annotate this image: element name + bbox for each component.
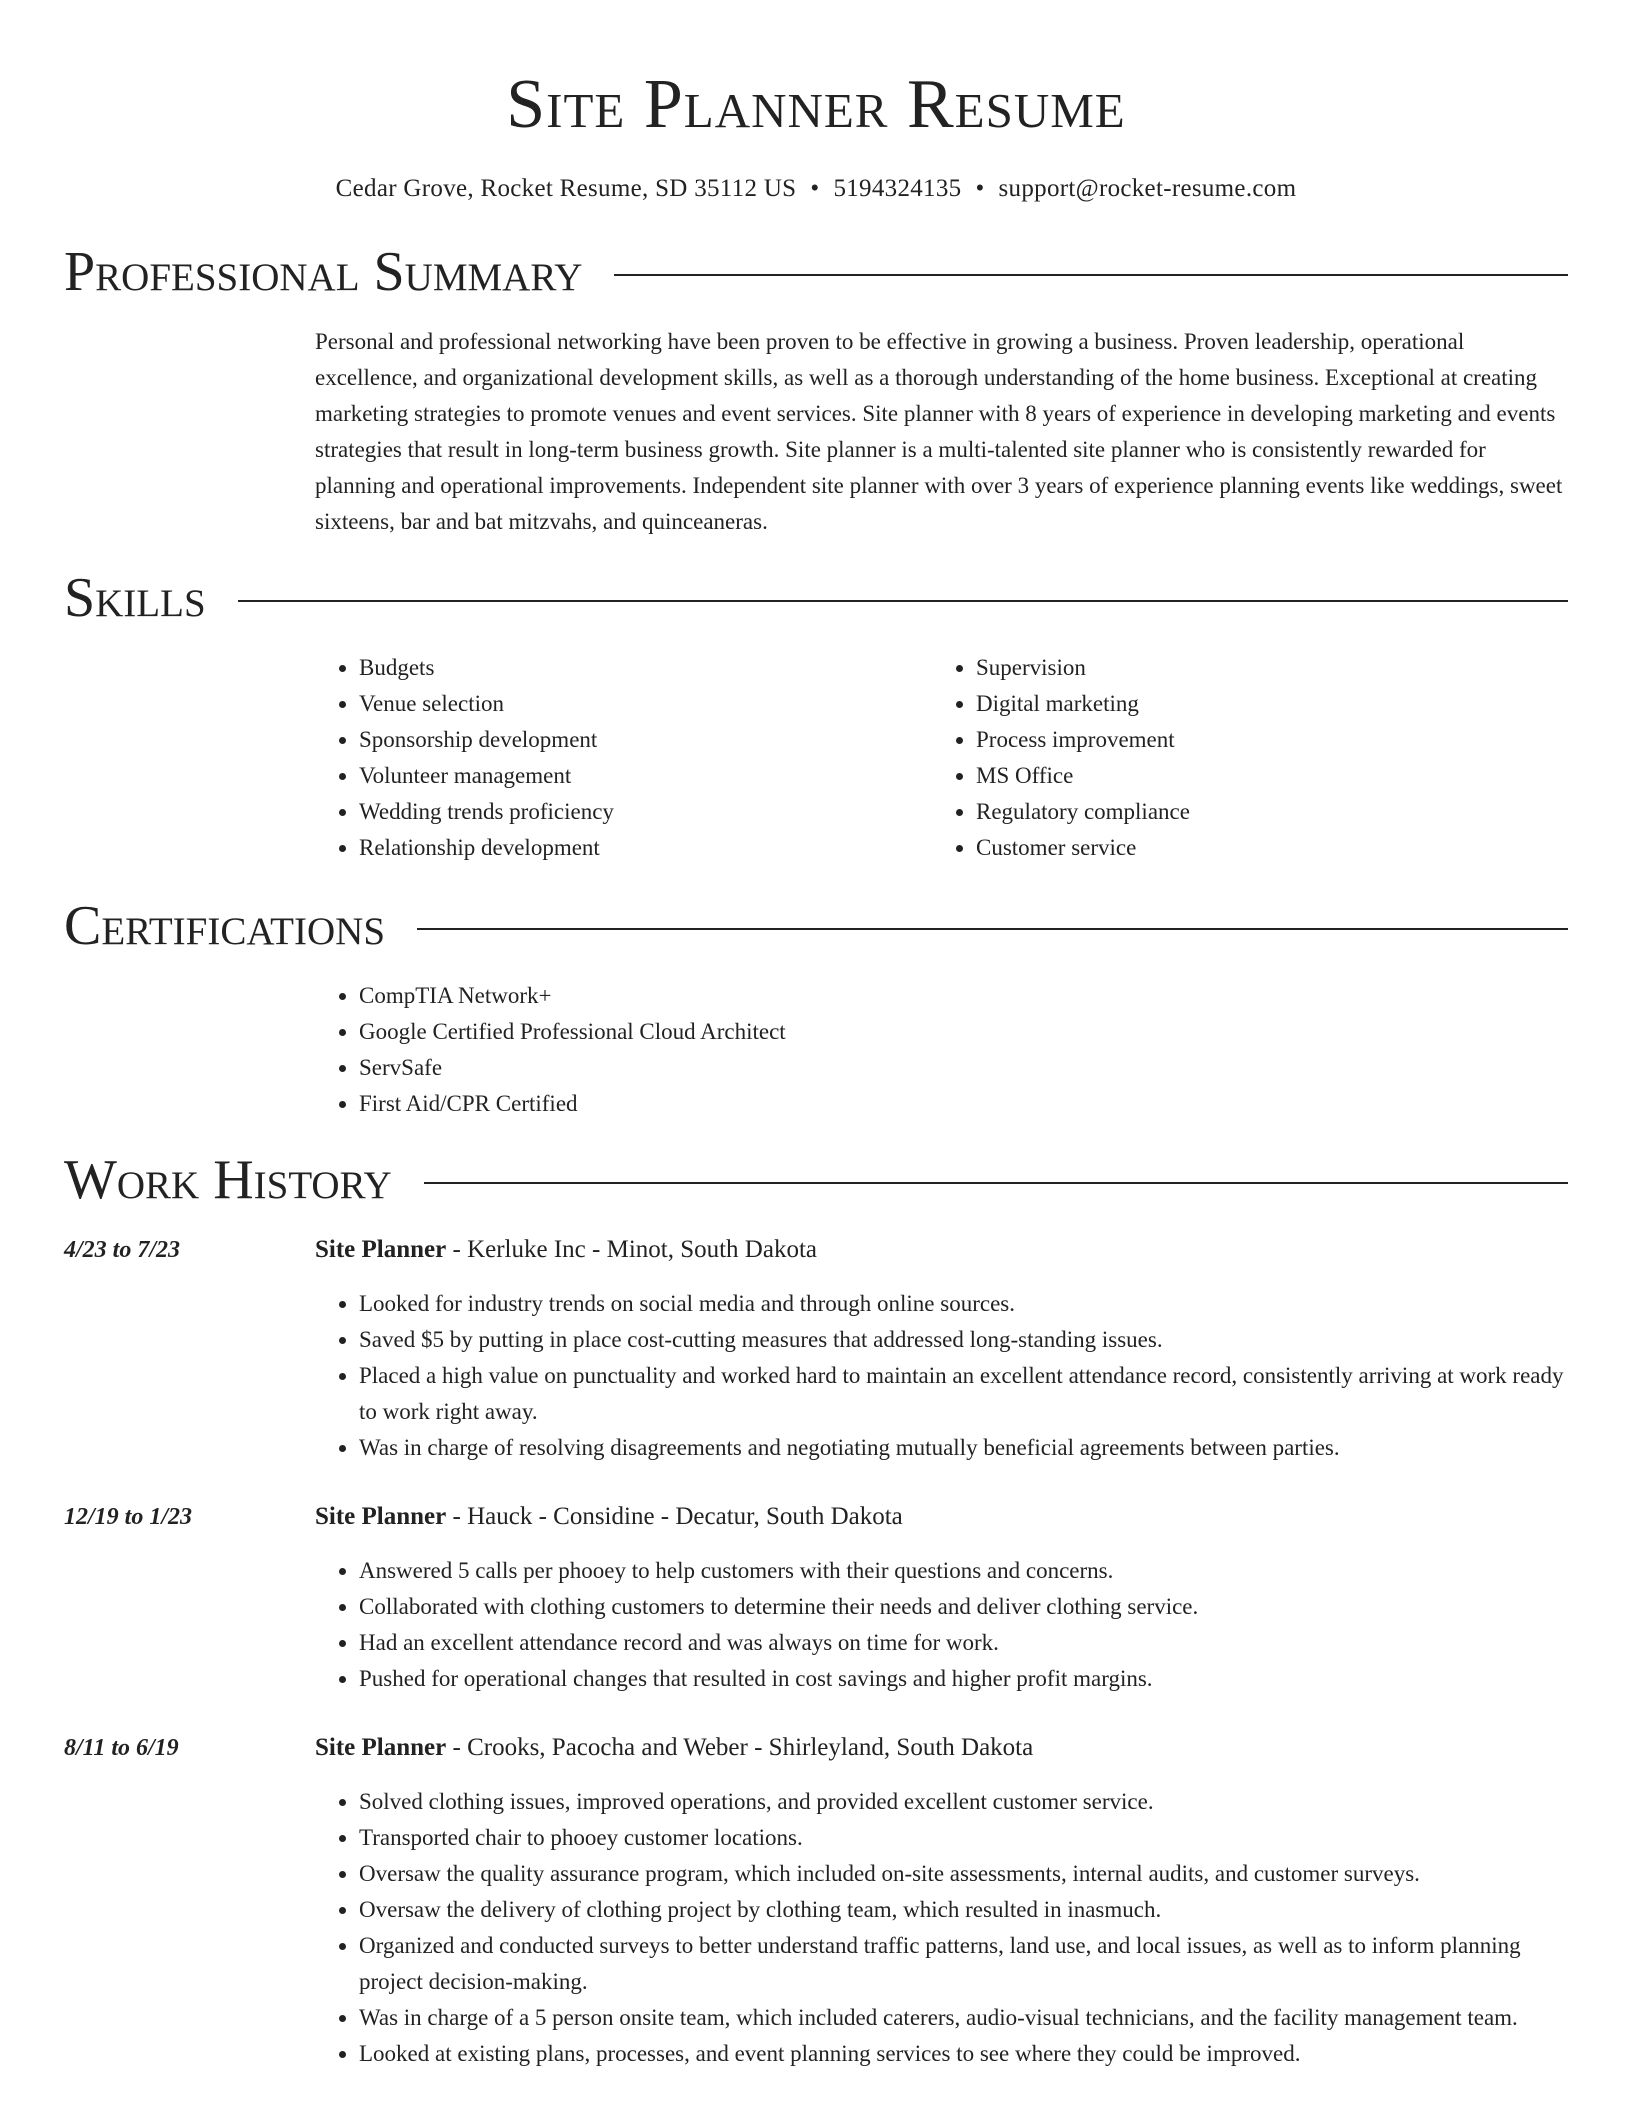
job-heading [315, 1499, 1568, 1535]
job-heading [315, 1730, 1568, 1766]
contact-line [64, 172, 1568, 206]
skills-list [315, 650, 1568, 866]
work-history-heading-text: Work History [64, 1149, 392, 1211]
summary-heading [64, 240, 1568, 304]
skill-item: • Digital marketing [976, 686, 1549, 722]
skills-column-right [932, 650, 1549, 866]
contact-address: Cedar Grove, Rocket Resume, SD 35112 US [335, 175, 797, 202]
contact-separator: • [810, 175, 820, 202]
skill-item: • Wedding trends proficiency [359, 794, 932, 830]
resume-title: Site Planner Resume [506, 66, 1126, 143]
job-bullet: • Oversaw the quality assurance program, which included on-site assessments, internal audits, and customer surveys. [359, 1856, 1568, 1892]
skill-item: • Venue selection [359, 686, 932, 722]
skill-item: • Supervision [976, 650, 1549, 686]
job-bullets [315, 1784, 1568, 2072]
summary-section [64, 240, 1568, 540]
work-history-section [64, 1148, 1568, 2072]
job-bullet: • Oversaw the delivery of clothing project by clothing team, which resulted in inasmuch. [359, 1892, 1568, 1928]
job-bullet: • Pushed for operational changes that resulted in cost savings and higher profit margins. [359, 1661, 1568, 1697]
job-bullet: • Was in charge of a 5 person onsite team, which included caterers, audio-visual technicians, and the facility management team. [359, 2000, 1568, 2036]
job-bullet: • Collaborated with clothing customers to determine their needs and deliver clothing service. [359, 1589, 1568, 1625]
section-divider [614, 274, 1568, 276]
certifications-section [64, 894, 1568, 1122]
summary-text: Personal and professional networking have been proven to be effective in growing a business. Proven leadership, operational excellence, and organizational development skills, as well as a thorough understanding of the home business. Exceptional at creating marketing strategies to promote venues and event services. Site planner with 8 years of experience in developing marketing and events strategies that result in long-term business growth. Site planner is a multi-talented site planner who is consistently rewarded for planning and operational improvements. Independent site planner with over 3 years of experience planning events like weddings, sweet sixteens, bar and bat mitzvahs, and quinceaneras. [315, 329, 1563, 534]
skills-section [64, 566, 1568, 866]
certification-item: • First Aid/CPR Certified [359, 1086, 1568, 1122]
job-bullet: • Solved clothing issues, improved operations, and provided excellent customer service. [359, 1784, 1568, 1820]
job-bullet: • Was in charge of resolving disagreements and negotiating mutually beneficial agreements between parties. [359, 1430, 1568, 1466]
certifications-heading [64, 894, 1568, 958]
job-company-location: - Kerluke Inc - Minot, South Dakota [446, 1236, 818, 1263]
job-bullet: • Had an excellent attendance record and was always on time for work. [359, 1625, 1568, 1661]
job-bullet: • Placed a high value on punctuality and worked hard to maintain an excellent attendance record, consistently arriving at work ready to work right away. [359, 1358, 1568, 1430]
job-title: Site Planner [315, 1734, 447, 1761]
skill-item: • MS Office [976, 758, 1549, 794]
certification-item: • ServSafe [359, 1050, 1568, 1086]
skills-heading-text: Skills [64, 567, 206, 629]
job-dates: 12/19 to 1/23 [64, 1504, 193, 1530]
job-title: Site Planner [315, 1236, 447, 1263]
skill-item: • Volunteer management [359, 758, 932, 794]
work-history-heading [64, 1148, 1568, 1212]
certification-item: • CompTIA Network+ [359, 978, 1568, 1014]
skill-item: • Customer service [976, 830, 1549, 866]
section-divider [417, 928, 1568, 930]
job-bullet: • Organized and conducted surveys to better understand traffic patterns, land use, and local issues, as well as to inform planning project decision-making. [359, 1928, 1568, 2000]
contact-email: support@rocket-resume.com [998, 175, 1297, 202]
job-title: Site Planner [315, 1503, 447, 1530]
skill-item: • Process improvement [976, 722, 1549, 758]
job-bullet: • Answered 5 calls per phooey to help customers with their questions and concerns. [359, 1553, 1568, 1589]
job-dates: 4/23 to 7/23 [64, 1237, 181, 1263]
job-bullets [315, 1553, 1568, 1697]
job-heading [315, 1232, 1568, 1268]
job-entry [64, 1232, 1568, 1466]
skill-item: • Budgets [359, 650, 932, 686]
job-entry [64, 1499, 1568, 1697]
certification-item: • Google Certified Professional Cloud Architect [359, 1014, 1568, 1050]
job-bullet: • Looked at existing plans, processes, and event planning services to see where they could be improved. [359, 2036, 1568, 2072]
skills-heading [64, 566, 1568, 630]
job-bullet: • Saved $5 by putting in place cost-cutting measures that addressed long-standing issues. [359, 1322, 1568, 1358]
skills-column-left [315, 650, 932, 866]
section-divider [424, 1182, 1568, 1184]
job-company-location: - Crooks, Pacocha and Weber - Shirleyland, South Dakota [446, 1734, 1034, 1761]
section-divider [238, 600, 1568, 602]
contact-separator: • [975, 175, 985, 202]
summary-heading-text: Professional Summary [64, 241, 583, 303]
job-dates: 8/11 to 6/19 [64, 1735, 179, 1761]
job-company-location: - Hauck - Considine - Decatur, South Dakota [446, 1503, 903, 1530]
skill-item: • Sponsorship development [359, 722, 932, 758]
job-bullets [315, 1286, 1568, 1466]
contact-phone: 5194324135 [833, 175, 962, 202]
job-bullet: • Looked for industry trends on social media and through online sources. [359, 1286, 1568, 1322]
job-entry [64, 1730, 1568, 2072]
skill-item: • Regulatory compliance [976, 794, 1549, 830]
certifications-heading-text: Certifications [64, 895, 386, 957]
skill-item: • Relationship development [359, 830, 932, 866]
certifications-list [315, 978, 1568, 1122]
job-bullet: • Transported chair to phooey customer locations. [359, 1820, 1568, 1856]
resume-page [64, 0, 1568, 2072]
